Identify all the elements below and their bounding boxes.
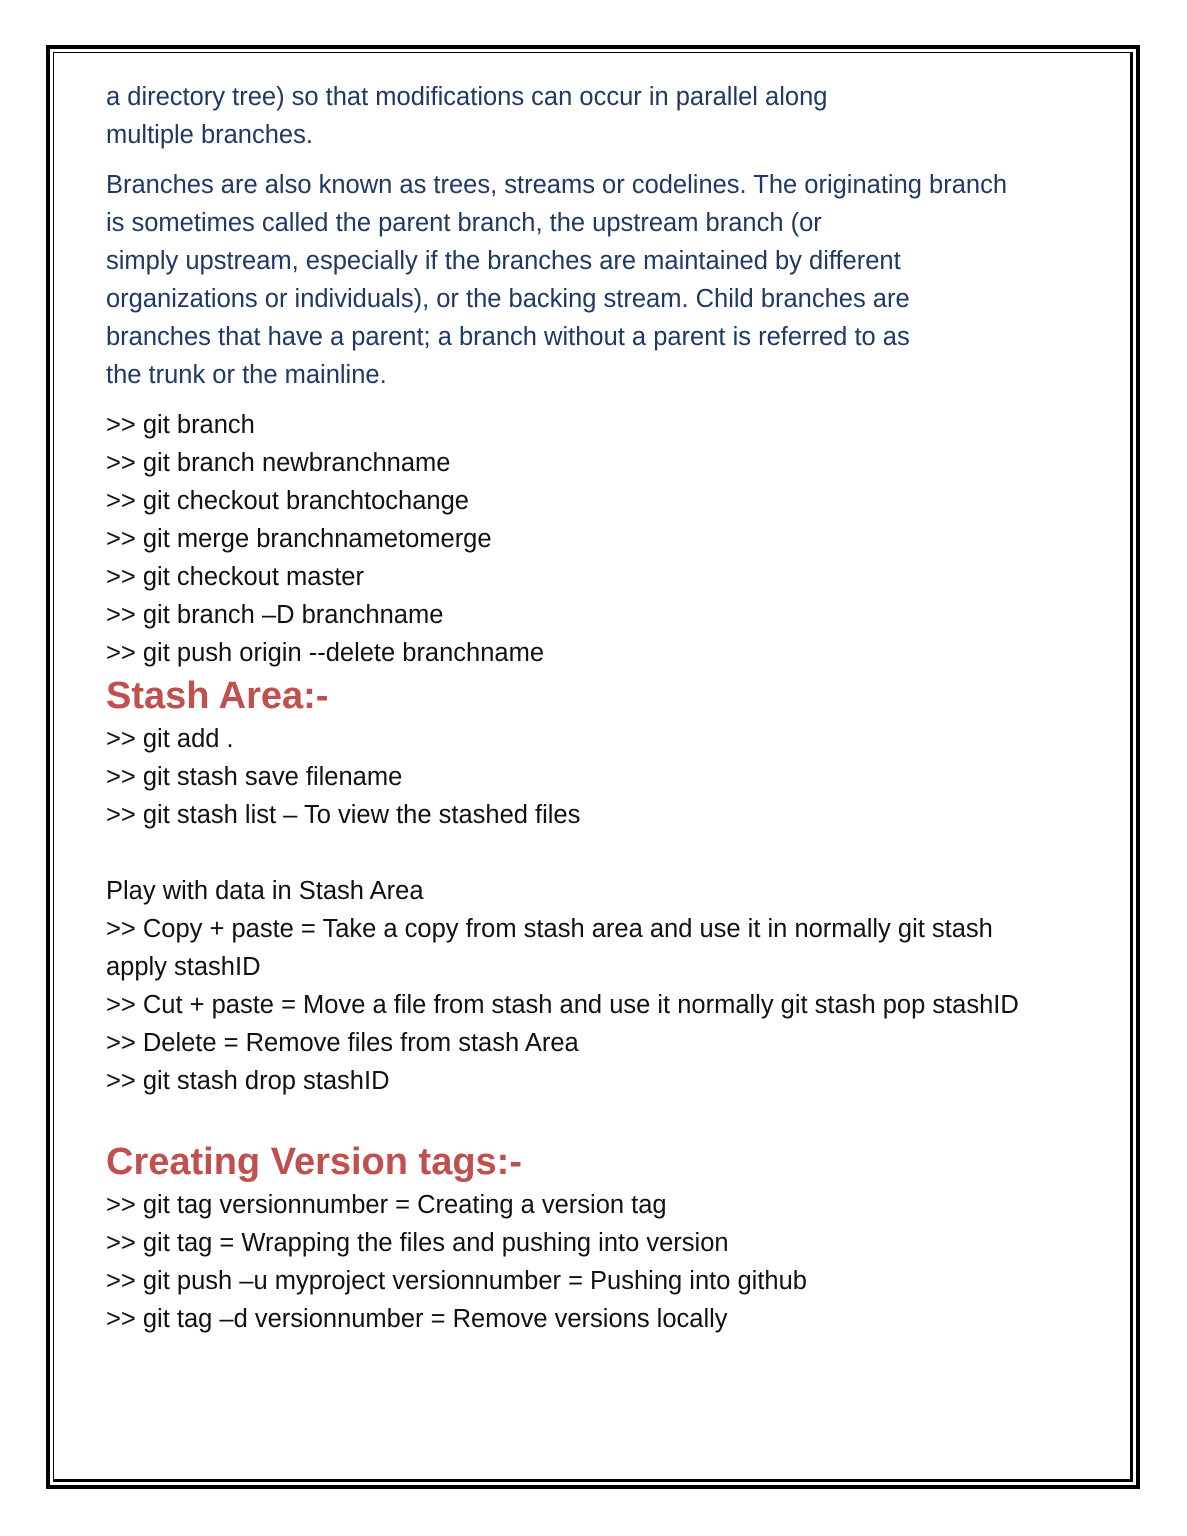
- text-line: a directory tree) so that modifications can occur in parallel along: [106, 83, 828, 111]
- command-line: >> git tag = Wrapping the files and pushing into version: [106, 1229, 729, 1257]
- command-line: >> git stash list – To view the stashed files: [106, 801, 581, 829]
- text-line: organizations or individuals), or the backing stream. Child branches are: [106, 285, 910, 313]
- command-line: >> git push origin --delete branchname: [106, 639, 545, 667]
- intro-paragraph-2: [106, 166, 1122, 394]
- command-line: >> git tag versionnumber = Creating a version tag: [106, 1191, 667, 1219]
- command-line: >> git branch newbranchname: [106, 449, 451, 477]
- command-line: >> git checkout master: [106, 563, 364, 591]
- command-line: >> Copy + paste = Take a copy from stash area and use it in normally git stash: [106, 915, 993, 943]
- command-line: >> git tag –d versionnumber = Remove versions locally: [106, 1305, 728, 1333]
- command-line: apply stashID: [106, 953, 261, 981]
- command-line: >> git stash drop stashID: [106, 1067, 390, 1095]
- stash-area-heading: Stash Area:-: [106, 675, 329, 717]
- branch-commands: [106, 406, 1122, 672]
- version-tags-heading: Creating Version tags:-: [106, 1141, 522, 1183]
- page-content: [106, 78, 1122, 1338]
- stash-commands: [106, 720, 1122, 834]
- text-line: Branches are also known as trees, streams or codelines. The originating branch: [106, 171, 1008, 199]
- command-line: >> git branch –D branchname: [106, 601, 444, 629]
- text-line: is sometimes called the parent branch, the upstream branch (or: [106, 209, 822, 237]
- text-line: the trunk or the mainline.: [106, 361, 387, 389]
- stash-play-section: [106, 872, 1122, 1100]
- command-line: >> git branch: [106, 411, 255, 439]
- tag-commands: [106, 1186, 1122, 1338]
- command-line: >> Delete = Remove files from stash Area: [106, 1029, 579, 1057]
- command-line: >> git merge branchnametomerge: [106, 525, 492, 553]
- text-line: simply upstream, especially if the branches are maintained by different: [106, 247, 901, 275]
- command-line: >> git push –u myproject versionnumber = Pushing into github: [106, 1267, 807, 1295]
- command-line: >> git add .: [106, 725, 234, 753]
- text-line: branches that have a parent; a branch without a parent is referred to as: [106, 323, 910, 351]
- text-line: multiple branches.: [106, 121, 313, 149]
- command-line: >> Cut + paste = Move a file from stash and use it normally git stash pop stashID: [106, 991, 1019, 1019]
- intro-paragraph-1: [106, 78, 1122, 154]
- text-line: Play with data in Stash Area: [106, 877, 424, 905]
- command-line: >> git stash save filename: [106, 763, 403, 791]
- command-line: >> git checkout branchtochange: [106, 487, 469, 515]
